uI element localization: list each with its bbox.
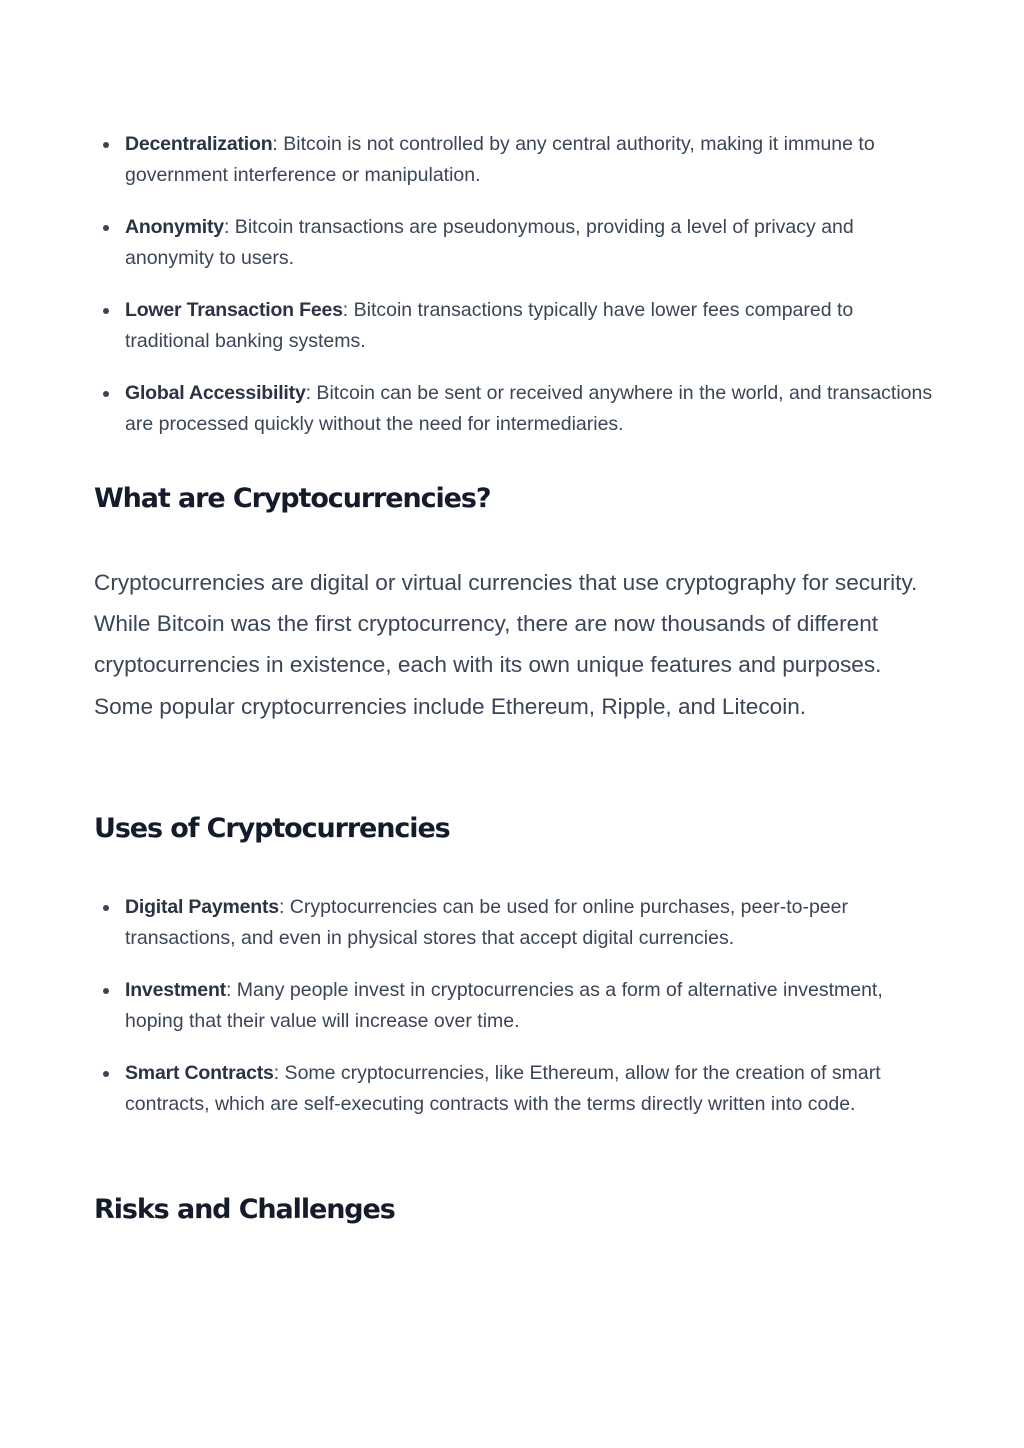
- list-item: [94, 975, 939, 1037]
- section-heading-uses-of-cryptocurrencies: Uses of Cryptocurrencies: [94, 813, 450, 844]
- list-item-text: Bitcoin is not controlled by any central authority, making it immune to government interference or manipulation.: [125, 133, 875, 186]
- bullet-icon: [103, 308, 109, 314]
- list-item-term: Smart Contracts: [125, 1062, 274, 1084]
- list-item-separator: :: [225, 979, 232, 1001]
- list-item-text: Some cryptocurrencies, like Ethereum, allow for the creation of smart contracts, which are self-executing contracts with the terms directly written into code.: [125, 1062, 881, 1115]
- list-item: [94, 892, 939, 954]
- section-paragraph-what-are-cryptocurrencies: Cryptocurrencies are digital or virtual currencies that use cryptography for security. While Bitcoin was the first cryptocurrency, there are now thousands of different cryptocurrencies in existence, each with its own unique features and purposes. Some popular cryptocurrencies include Ethereum, Ripple, and Litecoin.: [94, 570, 918, 719]
- list-item-separator: :: [278, 896, 285, 918]
- list-item-term: Decentralization: [125, 133, 273, 155]
- list-item-text: Bitcoin can be sent or received anywhere in the world, and transactions are processed quickly without the need for intermediaries.: [125, 382, 933, 435]
- list-item-term: Lower Transaction Fees: [125, 299, 343, 321]
- bitcoin-advantages-list: [94, 129, 939, 461]
- list-item-separator: :: [305, 382, 312, 404]
- list-item-separator: :: [273, 1062, 280, 1084]
- list-item-separator: :: [342, 299, 349, 321]
- bullet-icon: [103, 988, 109, 994]
- bullet-icon: [103, 391, 109, 397]
- section-heading-risks-and-challenges: Risks and Challenges: [94, 1194, 395, 1225]
- list-item-term: Anonymity: [125, 216, 224, 238]
- list-item-separator: :: [223, 216, 230, 238]
- list-item: [94, 1058, 939, 1120]
- bullet-icon: [103, 225, 109, 231]
- list-item: [94, 378, 939, 440]
- section-heading-what-are-cryptocurrencies: What are Cryptocurrencies?: [94, 483, 491, 514]
- list-item-term: Global Accessibility: [125, 382, 306, 404]
- list-item-text: Many people invest in cryptocurrencies as a form of alternative investment, hoping that their value will increase over time.: [125, 979, 883, 1032]
- list-item: [94, 129, 939, 191]
- bullet-icon: [103, 1071, 109, 1077]
- list-item-text: Cryptocurrencies can be used for online purchases, peer-to-peer transactions, and even in physical stores that accept digital currencies.: [125, 896, 848, 949]
- list-item-term: Investment: [125, 979, 226, 1001]
- list-item: [94, 212, 939, 274]
- list-item-text: Bitcoin transactions typically have lower fees compared to traditional banking systems.: [125, 299, 854, 352]
- list-item-separator: :: [272, 133, 278, 155]
- list-item: [94, 295, 939, 357]
- bullet-icon: [103, 142, 109, 148]
- uses-list: [94, 892, 939, 1141]
- list-item-text: Bitcoin transactions are pseudonymous, providing a level of privacy and anonymity to users.: [125, 216, 854, 269]
- bullet-icon: [103, 905, 109, 911]
- list-item-term: Digital Payments: [125, 896, 279, 918]
